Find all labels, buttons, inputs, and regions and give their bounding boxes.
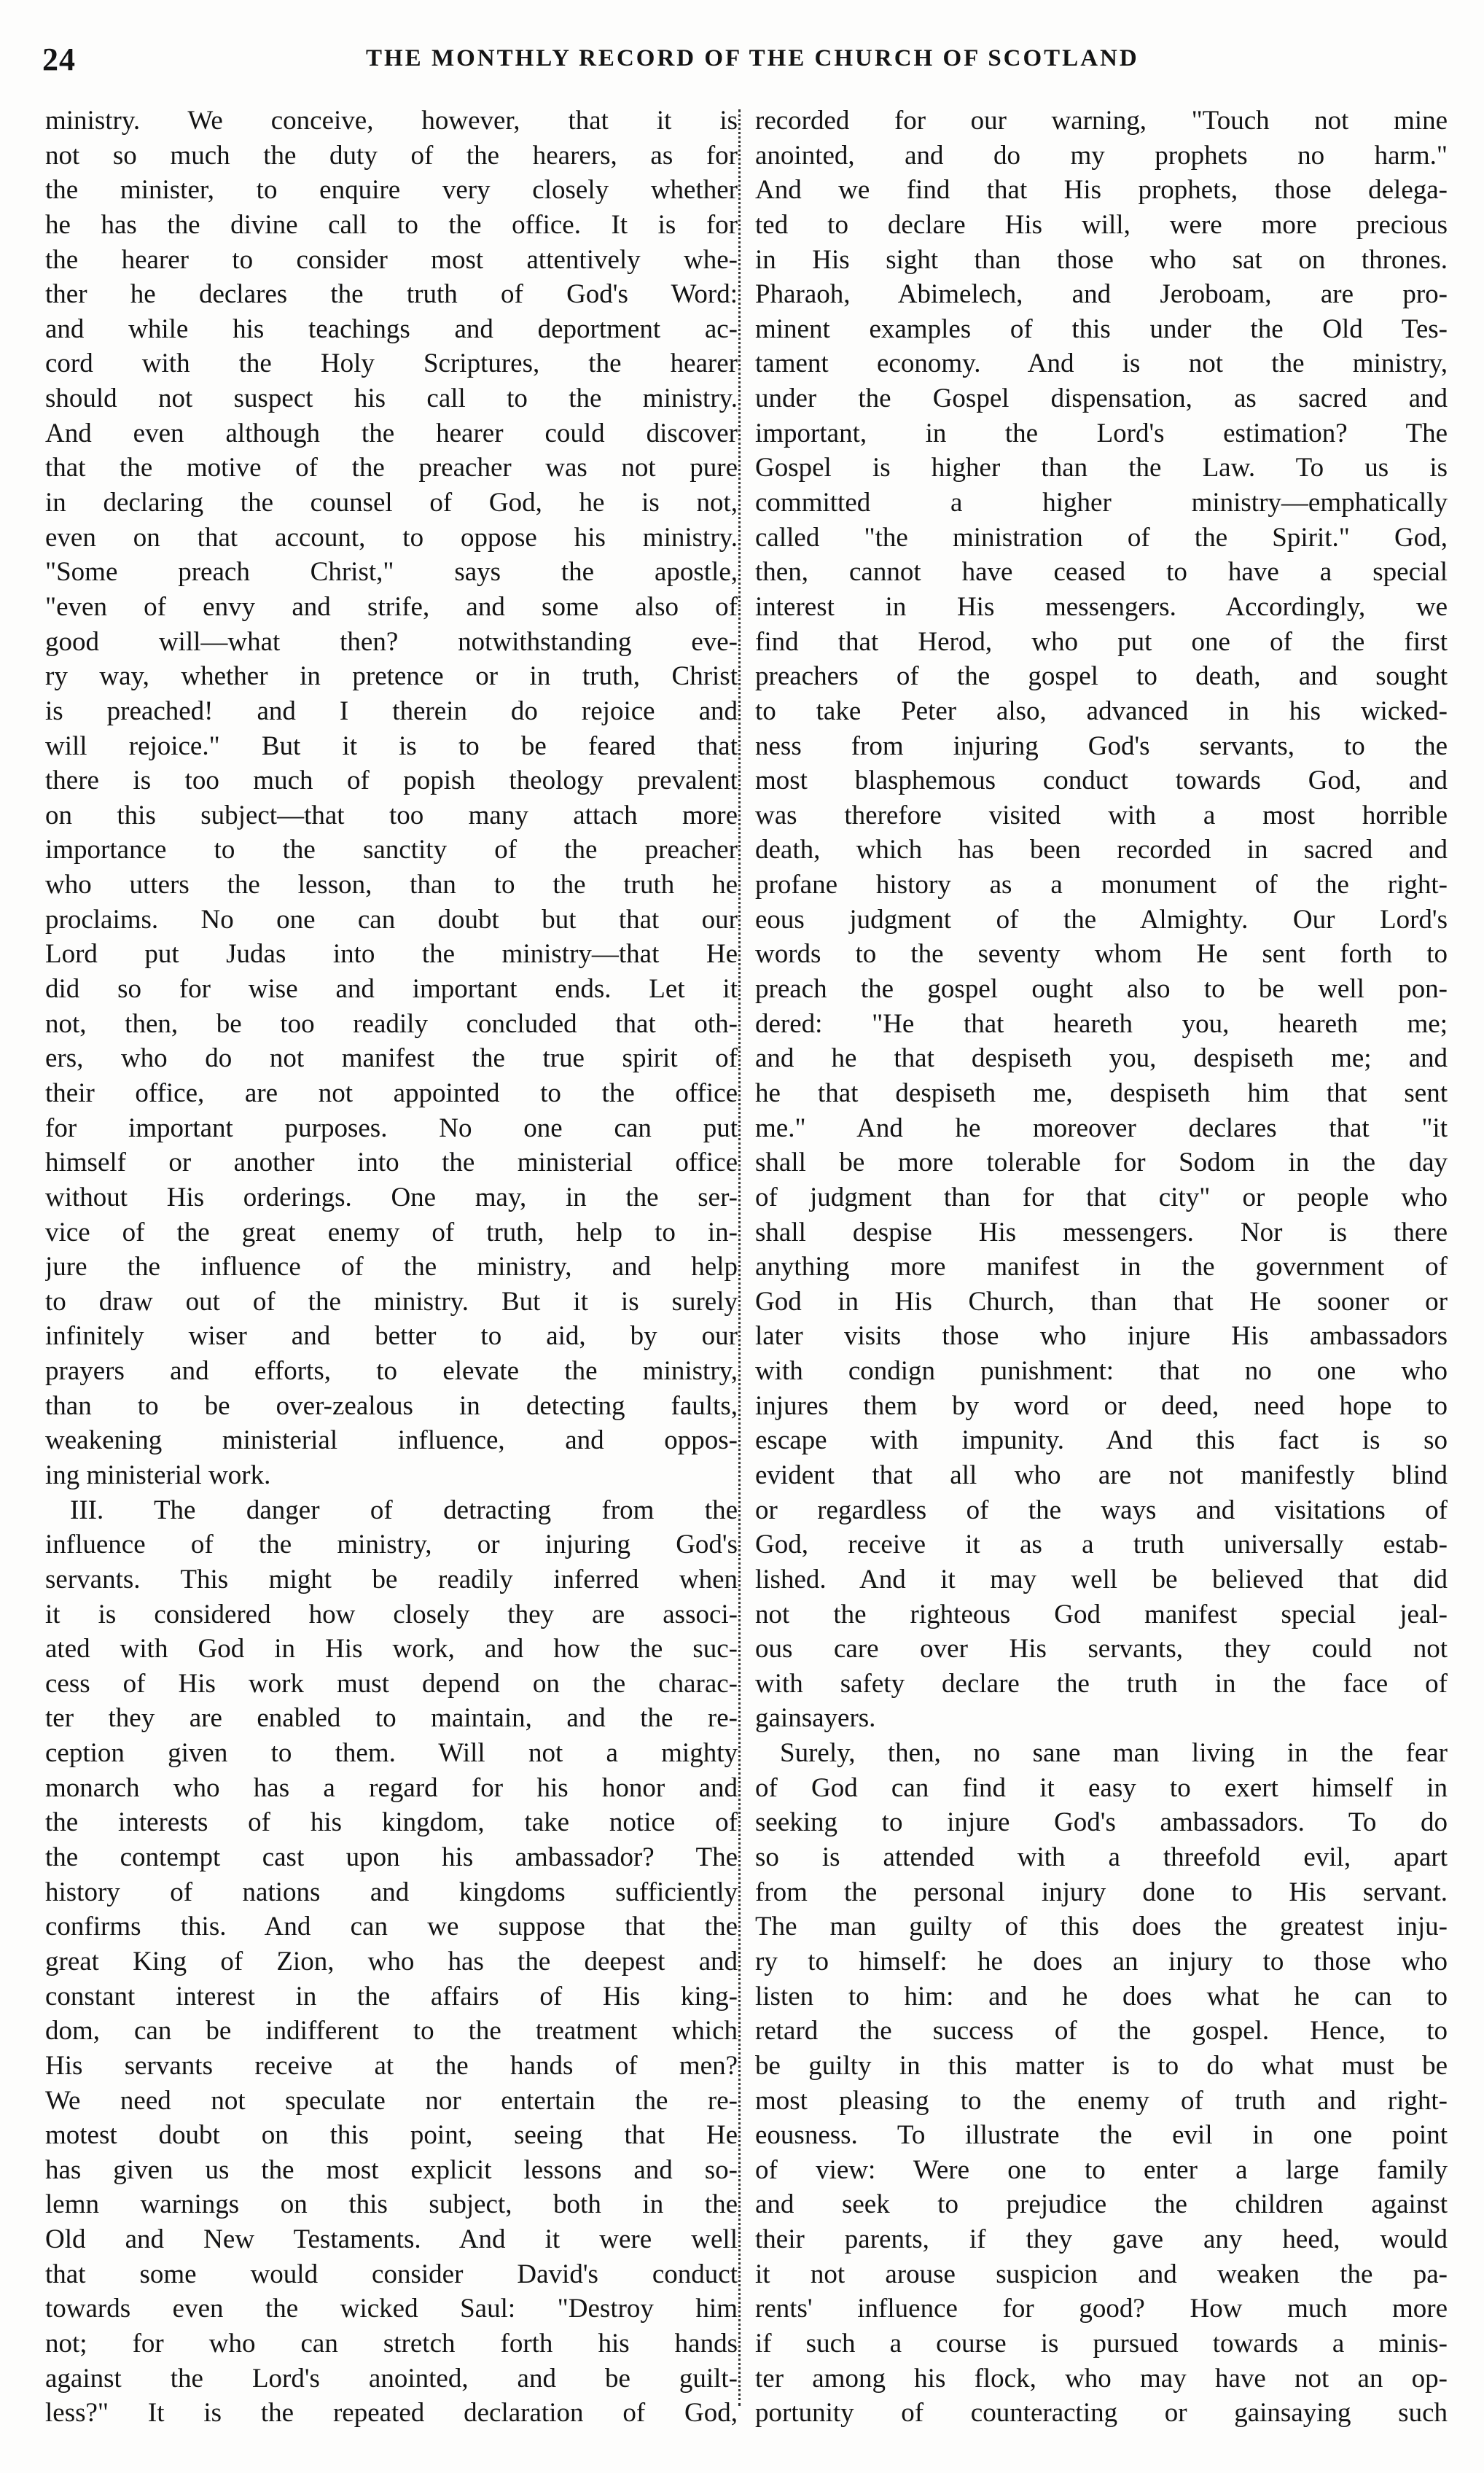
text-line: good will—what then? notwithstanding eve-: [45, 626, 738, 657]
text-line: shall be more tolerable for Sodom in the day: [755, 1148, 1448, 1178]
text-line: not; for who can stretch forth his hands: [45, 2329, 738, 2359]
text-line: is preached! and I therein do rejoice and: [45, 696, 738, 726]
text-line: recorded for our warning, "Touch not mine: [755, 106, 1448, 136]
text-line: dered: "He that heareth you, heareth me;: [755, 1008, 1448, 1039]
text-line: the contempt cast upon his ambassador? The: [45, 1842, 738, 1873]
text-line: preachers of the gospel to death, and sought: [755, 661, 1448, 692]
text-line: Old and New Testaments. And it were well: [45, 2224, 738, 2255]
text-line: Gospel is higher than the Law. To us is: [755, 453, 1448, 483]
text-line: III. The danger of detracting from the: [70, 1495, 738, 1525]
text-line: in His sight than those who sat on thrones.: [755, 244, 1448, 275]
text-line: will rejoice." But it is to be feared that: [45, 731, 738, 761]
text-line: monarch who has a regard for his honor and: [45, 1772, 738, 1803]
text-line: We need not speculate nor entertain the re-: [45, 2085, 738, 2116]
text-line: The man guilty of this does the greatest inju-: [755, 1912, 1448, 1942]
text-line: "even of envy and strife, and some also of: [45, 591, 738, 622]
text-line: minent examples of this under the Old Tes-: [755, 313, 1448, 344]
text-line: of God can find it easy to exert himself in: [755, 1772, 1448, 1803]
text-line: influence of the ministry, or injuring God's: [45, 1530, 738, 1560]
text-line: most blasphemous conduct towards God, and: [755, 766, 1448, 796]
text-line: anointed, and do my prophets no harm.": [755, 140, 1448, 171]
text-line: has given us the most explicit lessons and so-: [45, 2154, 738, 2185]
text-line: with condign punishment: that no one who: [755, 1356, 1448, 1387]
text-line: confirms this. And can we suppose that the: [45, 1912, 738, 1942]
text-line: or regardless of the ways and visitations of: [755, 1495, 1448, 1525]
text-line: not the righteous God manifest special jeal-: [755, 1599, 1448, 1629]
text-line: then, cannot have ceased to have a special: [755, 557, 1448, 588]
text-line: most pleasing to the enemy of truth and right-: [755, 2085, 1448, 2116]
left-text-column: [45, 104, 738, 2431]
text-line: retard the success of the gospel. Hence, to: [755, 2016, 1448, 2046]
text-line: gainsayers.: [755, 1703, 876, 1734]
text-line: in declaring the counsel of God, he is not,: [45, 488, 738, 518]
text-line: Lord put Judas into the ministry—that He: [45, 939, 738, 970]
text-line: ing ministerial work.: [45, 1460, 271, 1490]
text-line: "Some preach Christ," says the apostle,: [45, 557, 738, 588]
text-line: importance to the sanctity of the preacher: [45, 835, 738, 865]
text-line: and while his teachings and deportment ac-: [45, 313, 738, 344]
text-line: motest doubt on this point, seeing that He: [45, 2120, 738, 2151]
text-line: ness from injuring God's servants, to the: [755, 731, 1448, 761]
text-line: ted to declare His will, were more precious: [755, 209, 1448, 240]
text-line: of judgment than for that city" or people who: [755, 1182, 1448, 1212]
text-line: on this subject—that too many attach more: [45, 800, 738, 830]
text-line: Pharaoh, Abimelech, and Jeroboam, are pro-: [755, 279, 1448, 310]
text-line: And even although the hearer could discover: [45, 418, 738, 448]
page-number: 24: [42, 42, 76, 77]
text-line: God in His Church, than that He sooner or: [755, 1286, 1448, 1317]
text-line: anything more manifest in the government of: [755, 1252, 1448, 1282]
text-line: proclaims. No one can doubt but that our: [45, 904, 738, 935]
text-line: vice of the great enemy of truth, help to in-: [45, 1217, 738, 1247]
right-text-column: [755, 104, 1448, 2431]
text-line: it not arouse suspicion and weaken the pa-: [755, 2259, 1448, 2289]
text-line: And we find that His prophets, those delega-: [755, 175, 1448, 206]
text-line: there is too much of popish theology prevalent: [45, 766, 738, 796]
text-line: ous care over His servants, they could not: [755, 1634, 1448, 1664]
text-line: me." And he moreover declares that "it: [755, 1113, 1448, 1143]
text-line: and seek to prejudice the children against: [755, 2189, 1448, 2220]
text-line: so is attended with a threefold evil, apart: [755, 1842, 1448, 1873]
text-line: lemn warnings on this subject, both in the: [45, 2189, 738, 2220]
text-line: with safety declare the truth in the face of: [755, 1668, 1448, 1699]
text-line: who utters the lesson, than to the truth he: [45, 870, 738, 900]
text-line: infinitely wiser and better to aid, by our: [45, 1321, 738, 1352]
text-line: prayers and efforts, to elevate the ministry,: [45, 1356, 738, 1387]
column-divider-rule: [738, 109, 741, 2406]
text-line: listen to him: and he does what he can to: [755, 1981, 1448, 2011]
text-line: ception given to them. Will not a mighty: [45, 1738, 738, 1769]
text-line: interest in His messengers. Accordingly, we: [755, 591, 1448, 622]
text-line: cord with the Holy Scriptures, the hearer: [45, 348, 738, 379]
text-line: preach the gospel ought also to be well pon-: [755, 974, 1448, 1005]
text-line: ry way, whether in pretence or in truth, Christ: [45, 661, 738, 692]
text-line: lished. And it may well be believed that did: [755, 1564, 1448, 1594]
text-line: escape with impunity. And this fact is so: [755, 1425, 1448, 1456]
text-line: to take Peter also, advanced in his wicked-: [755, 696, 1448, 726]
text-line: seeking to injure God's ambassadors. To do: [755, 1807, 1448, 1838]
text-line: eous judgment of the Almighty. Our Lord's: [755, 904, 1448, 935]
text-line: tament economy. And is not the ministry,: [755, 348, 1448, 379]
text-line: important, in the Lord's estimation? The: [755, 418, 1448, 448]
text-line: death, which has been recorded in sacred and: [755, 835, 1448, 865]
text-line: be guilty in this matter is to do what must be: [755, 2050, 1448, 2081]
text-line: he that despiseth me, despiseth him that sent: [755, 1078, 1448, 1108]
text-line: towards even the wicked Saul: "Destroy him: [45, 2294, 738, 2324]
text-line: called "the ministration of the Spirit." God,: [755, 522, 1448, 553]
text-line: for important purposes. No one can put: [45, 1113, 738, 1143]
text-line: against the Lord's anointed, and be guilt-: [45, 2363, 738, 2394]
text-line: ated with God in His work, and how the suc-: [45, 1634, 738, 1664]
text-line: servants. This might be readily inferred when: [45, 1564, 738, 1594]
text-line: God, receive it as a truth universally estab-: [755, 1530, 1448, 1560]
text-line: that some would consider David's conduct: [45, 2259, 738, 2289]
text-line: Surely, then, no sane man living in the fear: [780, 1738, 1448, 1769]
text-line: to draw out of the ministry. But it is surely: [45, 1286, 738, 1317]
text-line: and he that despiseth you, despiseth me; and: [755, 1043, 1448, 1074]
text-line: evident that all who are not manifestly blind: [755, 1460, 1448, 1490]
text-line: less?" It is the repeated declaration of God,: [45, 2398, 738, 2429]
text-line: under the Gospel dispensation, as sacred and: [755, 383, 1448, 414]
text-line: himself or another into the ministerial office: [45, 1148, 738, 1178]
text-line: ter they are enabled to maintain, and the re-: [45, 1703, 738, 1734]
text-line: without His orderings. One may, in the ser-: [45, 1182, 738, 1212]
text-line: words to the seventy whom He sent forth to: [755, 939, 1448, 970]
text-line: ter among his flock, who may have not an op-: [755, 2363, 1448, 2394]
text-line: the hearer to consider most attentively whe-: [45, 244, 738, 275]
text-line: committed a higher ministry—emphatically: [755, 488, 1448, 518]
text-line: shall despise His messengers. Nor is there: [755, 1217, 1448, 1247]
text-line: ers, who do not manifest the true spirit of: [45, 1043, 738, 1074]
text-line: ministry. We conceive, however, that it is: [45, 106, 738, 136]
text-line: not so much the duty of the hearers, as for: [45, 140, 738, 171]
text-line: jure the influence of the ministry, and help: [45, 1252, 738, 1282]
text-line: later visits those who injure His ambassadors: [755, 1321, 1448, 1352]
text-line: His servants receive at the hands of men?: [45, 2050, 738, 2081]
text-line: he has the divine call to the office. It is for: [45, 209, 738, 240]
text-line: from the personal injury done to His servant.: [755, 1877, 1448, 1907]
text-line: profane history as a monument of the right-: [755, 870, 1448, 900]
text-line: their parents, if they gave any heed, would: [755, 2224, 1448, 2255]
text-line: it is considered how closely they are associ-: [45, 1599, 738, 1629]
text-line: cess of His work must depend on the charac-: [45, 1668, 738, 1699]
text-line: their office, are not appointed to the office: [45, 1078, 738, 1108]
text-line: the interests of his kingdom, take notice of: [45, 1807, 738, 1838]
text-line: not, then, be too readily concluded that oth-: [45, 1008, 738, 1039]
text-line: portunity of counteracting or gainsaying such: [755, 2398, 1448, 2429]
text-line: ry to himself: he does an injury to those who: [755, 1946, 1448, 1977]
text-line: even on that account, to oppose his ministry.: [45, 522, 738, 553]
text-line: ther he declares the truth of God's Word:: [45, 279, 738, 310]
text-line: that the motive of the preacher was not pure: [45, 453, 738, 483]
text-line: dom, can be indifferent to the treatment which: [45, 2016, 738, 2046]
text-line: should not suspect his call to the ministry.: [45, 383, 738, 414]
text-line: than to be over-zealous in detecting faults,: [45, 1390, 738, 1421]
text-line: find that Herod, who put one of the first: [755, 626, 1448, 657]
text-line: if such a course is pursued towards a minis-: [755, 2329, 1448, 2359]
text-line: injures them by word or deed, need hope to: [755, 1390, 1448, 1421]
text-line: did so for wise and important ends. Let it: [45, 974, 738, 1005]
text-line: eousness. To illustrate the evil in one point: [755, 2120, 1448, 2151]
text-line: of view: Were one to enter a large family: [755, 2154, 1448, 2185]
running-head: [38, 41, 1445, 85]
journal-title: THE MONTHLY RECORD OF THE CHURCH OF SCOTLAND: [366, 45, 1139, 71]
text-line: weakening ministerial influence, and oppos-: [45, 1425, 738, 1456]
text-line: constant interest in the affairs of His king-: [45, 1981, 738, 2011]
text-line: was therefore visited with a most horrible: [755, 800, 1448, 830]
text-line: history of nations and kingdoms sufficiently: [45, 1877, 738, 1907]
text-line: great King of Zion, who has the deepest and: [45, 1946, 738, 1977]
text-line: the minister, to enquire very closely whether: [45, 175, 738, 206]
text-line: rents' influence for good? How much more: [755, 2294, 1448, 2324]
